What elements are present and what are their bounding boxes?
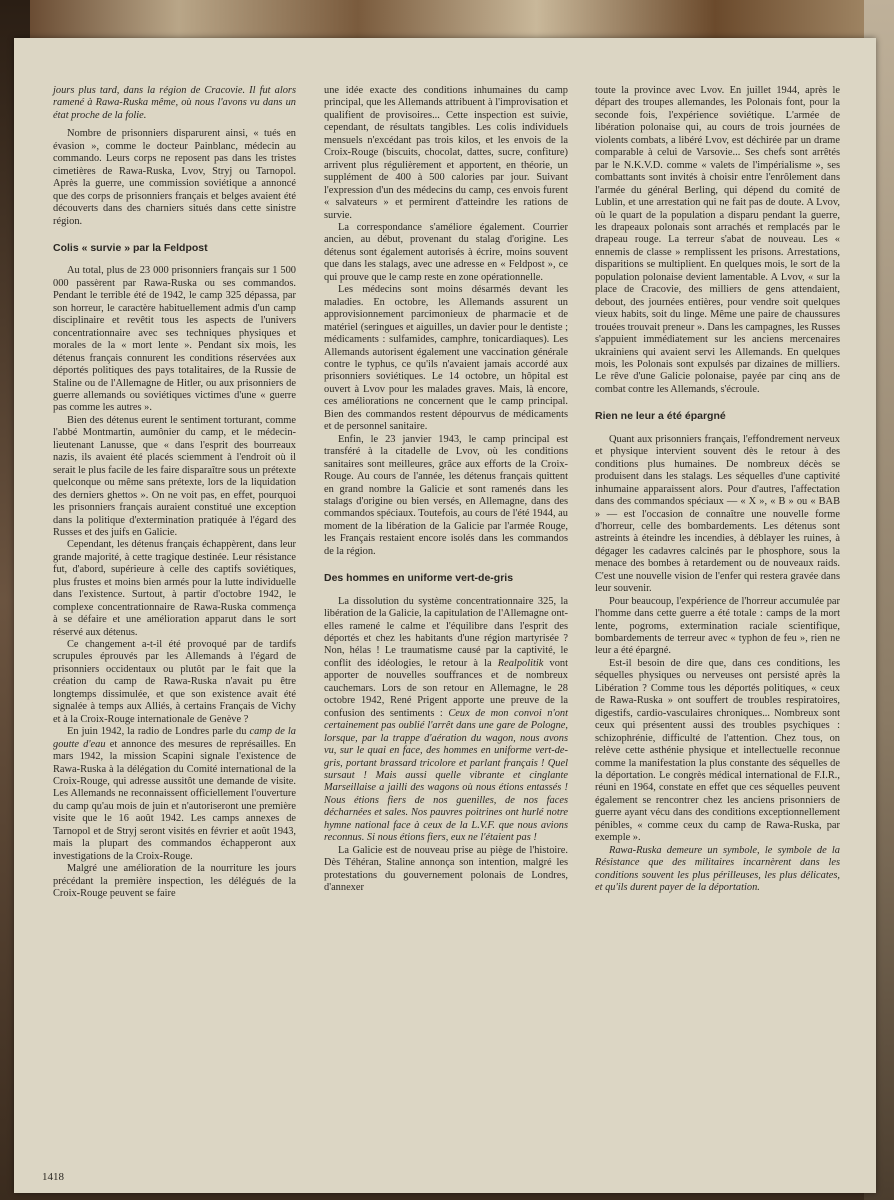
text-run: et annonce des mesures de représailles. En mars 1942, la mission Scapini signale l'existence de Rawa-Ruska à la délégation du Comité international de la Croix-Rouge, qui adresse aussitôt une demande de visite. Les Allemands ne reconnaissent officiellement l'ouverture du camp qu'au mois de juin et n'autoriseront une première visite que le 16 août 1942. Les camps annexes de Tarnopol et de Stryj seront visités en février et août 1943, mais la plupart des commandos échapperont aux investigations de la Croix-Rouge. (53, 738, 296, 862)
paragraph: La correspondance s'améliore également. Courrier ancien, au début, provenant du stalag d'origine. Les détenus sont également autorisés à écrire, moins souvent que dans les stalags, avec une adresse en « Feldpost », ce qui prouve que le camp reste en zone opérationnelle. (324, 221, 568, 283)
italic-text: Realpolitik (497, 657, 544, 669)
paragraph: Nombre de prisonniers disparurent ainsi, « tués en évasion », comme le docteur Painblanc, médecin au commando. Leurs corps ne reposent pas dans les tristes cimetières de Rawa-Ruska, Lvov, Stryj ou Tarnopol. Après la guerre, une commission soviétique a annoncé que des corps de prisonniers français et belges avaient été découverts dans des charniers situés dans cette sinistre région. (53, 128, 296, 227)
paragraph: La Galicie est de nouveau prise au piège de l'histoire. Dès Téhéran, Staline annonça son intention, malgré les protestations du gouvernement polonais de Londres, d'annexer (324, 844, 568, 894)
paragraph: toute la province avec Lvov. En juillet 1944, après le départ des troupes allemandes, les Polonais font, pour la seconde fois, l'expérience soviétique. L'armée de libération polonaise qui, au cours de trois journées de violents combats, a libéré Lvov, est déchirée par un drame comparable à celui de Varsovie... Ses chefs sont arrêtés par le N.K.V.D. comme « valets de l'impérialisme », ses combattants sont invités à choisir entre l'enrôlement dans l'armée du général Berling, qui dépend du comité de Lublin, et une arrestation qui ne fait pas de doute. A Lvov, où le quart de la population a disparu pendant la guerre, les drapeaux polonais sont arrachés et remplacés par le drapeau rouge. La terreur s'abat de nouveau. Les « ennemis de classe » remplissent les prisons. Arrestations, disparitions se multiplient. En quelques mois, le sort de la population polonaise devient lamentable. A Lvov, « sur la place de Cracovie, des milliers de gens attendaient, debout, des journées entières, pour vendre soit quelques vieux habits, soit du linge. Même une paire de chaussures trouées trouvait preneur ». Dans les campagnes, les Russes s'appuient immédiatement sur les anciens mercenaires ukrainiens qui avaient servi les Allemands. En quelques mois, les Polonais sont expulsés par dizaines de milliers. Le rêve d'une Galicie polonaise, payée par cinq ans de combat contre les Allemands, s'écroule. (595, 85, 840, 395)
section-heading: Des hommes en uniforme vert-de-gris (324, 572, 514, 585)
paragraph: jours plus tard, dans la région de Cracovie. Il fut alors ramené à Rawa-Ruska même, où nous l'avons vu dans un état proche de la folie. (53, 85, 296, 121)
text-run: La dissolution du système concentrationnaire 325, la libération de la Galicie, la capitulation de l'Allemagne ont-elles ramené le calme et l'équilibre dans l'esprit des déportés et chez les habitants d'une région martyrisée ? Non, hélas ! Le traumatisme causé par la captivité, le conflit des idéologies, le retour à la (324, 595, 568, 669)
paragraph: Cependant, les détenus français échappèrent, dans leur grande majorité, à cette tragique destinée. Leur résistance fut, d'abord, supérieure à celle des captifs soviétiques, plus frustes et moins bien armés pour la lutte individuelle dans l'existence. Surtout, à partir d'octobre 1942, le complexe concentrationnaire de Rawa-Ruska commença à se défaire et une amélioration apparut dans le sort réservé aux détenus. (53, 539, 296, 638)
paragraph: Est-il besoin de dire que, dans ces conditions, les séquelles physiques ou nerveuses ont persisté après la Libération ? Comme tous les déportés politiques, « ceux de Rawa-Ruska » ont souffert de troubles respiratoires, digestifs, cardio-vasculaires chroniques... Nombreux sont ceux qui présentent aussi des troubles psychiques : schizophrénie, difficulté de l'attention. Chez tous, on relève cette asthénie physique et intellectuelle reconnue comme la manifestation la plus constante des séquelles de la déportation. Le congrès médical international de F.I.R., réuni en 1964, constate en effet que ces séquelles peuvent également se rencontrer chez les anciens prisonniers de guerre ayant vécu dans des conditions exceptionnellement pénibles, « comme ceux du camp de Rawa-Ruska, par exemple ». (595, 657, 840, 844)
section-heading: Colis « survie » par la Feldpost (53, 241, 208, 254)
italic-quote: Ceux de mon convoi n'ont certainement pas oublié l'arrêt dans une gare de Pologne, lorsque, par la trappe d'aération du wagon, nous avons vu, sur le quai en face, des hommes en uniforme vert-de-gris, portant brassard tricolore et parlant français ! Quel sursaut ! Mais aussi quelle vibrante et cinglante Marseillaise a jailli des wagons où nous étions entassés ! Nous étions fiers de nos guenilles, de nos faces décharnées et sales. Nos pauvres poitrines ont hurlé notre hymne national face à ceux de la L.V.F. que nous avions reconnus. Si nous étions fiers, eux ne l'étaient pas ! (324, 707, 568, 844)
paragraph (324, 596, 568, 845)
paragraph: Bien des détenus eurent le sentiment torturant, comme l'abbé Montmartin, aumônier du camp, et le médecin-lieutenant Lanusse, que « dans l'esprit des bourreaux nazis, ils avaient été placés sciemment à l'endroit où il serait le plus facile de les faire disparaître sous un prétexte quelconque ou même sans prétexte, lors de la liquidation des derniers ghettos ». On ne voit pas, en effet, pourquoi les prisonniers français auraient constitué une exception dans la politique d'extermination pratiquée à l'égard des Russes et des juifs en Galicie. (53, 414, 296, 538)
text-run: En juin 1942, la radio de Londres parle du (67, 726, 250, 738)
paragraph (53, 726, 296, 863)
magazine-page (14, 38, 876, 1193)
section-heading: Rien ne leur a été épargné (595, 410, 726, 423)
paragraph: Quant aux prisonniers français, l'effondrement nerveux et physique intervient souvent dès le retour à des conditions plus humaines. De nombreux décès se produisent dans les stalags. Les séquelles d'une captivité inhumaine apparaissent alors. Pour d'autres, l'affectation dans des commandos spéciaux — « X », « B » ou « BAB » — est l'occasion de connaître une nouvelle forme d'horreur, celle des bombardements. Les détenus sont astreints à éteindre les incendies, à déblayer les ruines, à dégager les cadavres calcinés par le phosphore, sous la menace des bombes à retardement ou de nouveaux raids. C'est une nouvelle vision de l'enfer qui restera gravée dans leur souvenir. (595, 433, 840, 595)
paragraph: Les médecins sont moins désarmés devant les maladies. En octobre, les Allemands assurent un approvisionnement parcimonieux de pharmacie et de matériel (seringues et aiguilles, un davier pour le dentiste ; médicaments : sulfamides, camphre, tonicardiaques). Les Allemands autorisent également une vaccination générale contre le typhus, ce qu'ils n'avaient jamais accordé aux prisonniers soviétiques. Le 14 octobre, un hôpital est ouvert à Lvov pour les malades graves. Mais, là encore, ces améliorations ne concernent que le camp principal. Bien des commandos restent dépourvus de médicaments et de personnel sanitaire. (324, 284, 568, 433)
paragraph: Malgré une amélioration de la nourriture les jours précédant la première inspection, les délégués de la Croix-Rouge peuvent se faire (53, 863, 296, 900)
paragraph: Au total, plus de 23 000 prisonniers français sur 1 500 000 passèrent par Rawa-Ruska ou ses commandos. Pendant le terrible été de 1942, le camp 325 dépassa, par son horreur, le caractère habituellement admis d'un camp disciplinaire et revêtit tous les aspects de l'univers concentrationnaire avec ses techniques physiques et morales de la « mort lente ». Pendant six mois, les détenus français connurent les conditions réservées aux déportés politiques des pays totalitaires, de la Russie de Staline ou de l'Allemagne de Hitler, ou aux prisonniers de guerre allemands ou soviétiques victimes d'une « guerre pas comme les autres ». (53, 265, 296, 414)
column-1 (53, 85, 296, 901)
paragraph: une idée exacte des conditions inhumaines du camp principal, que les Allemands attribuent à l'improvisation et qualifient de provisoires... Cette inspection est suivie, cependant, de résultats tangibles. Les colis individuels mensuels n'excédant pas trois kilos, et les envois de la Croix-Rouge (biscuits, chocolat, dattes, sucre, confiture) arrivent plus régulièrement et apportent, en théorie, un supplément de 400 à 500 calories par jour. Suivant l'expression d'un des médecins du camp, ces envois furent « salvateurs » et permirent d'atteindre les rations de survie. (324, 85, 568, 221)
paragraph: Pour beaucoup, l'expérience de l'horreur accumulée par l'homme dans cette guerre a été totale : camps de la mort lente, pogroms, extermination raciale scientifique, bombardements de terreur avec « typhon de feu », rien ne leur a été épargné. (595, 595, 840, 657)
paragraph: Ce changement a-t-il été provoqué par de tardifs scrupules éprouvés par les Allemands à l'égard de prisonniers occidentaux ou plutôt par le fait que la création du camp de Rawa-Ruska n'avait pu être longtemps dissimulée, et que son existence avait été signalée à temps aux Alliés, à certains Français de Vichy et à la Croix-Rouge internationale de Genève ? (53, 639, 296, 725)
paragraph: Enfin, le 23 janvier 1943, le camp principal est transféré à la citadelle de Lvov, où les conditions sanitaires sont meilleures, grâce aux efforts de la Croix-Rouge. Au cours de l'année, les détenus français quittent en grand nombre la Galicie et sont ramenés dans les stalags d'origine ou bien versés, en Allemagne, dans des commandos spéciaux. Toutefois, au cours de l'été 1944, au moment de la libération de la Galicie par l'armée Rouge, les Français restaient encore isolés dans les commandos de la région. (324, 433, 568, 557)
column-3 (595, 85, 840, 895)
column-2 (324, 85, 568, 895)
page-number: 1418 (42, 1171, 64, 1183)
paragraph: Rawa-Ruska demeure un symbole, le symbole de la Résistance que des militaires incarnèrent dans les conditions souvent les plus périlleuses, les plus délicates, et qu'ils durent payer de la déportation. (595, 844, 840, 894)
text-run: vont apporter de nouvelles souffrances et de nombreux cauchemars. Lors de son retour en Allemagne, le 28 octobre 1942, René Prigent apporte une preuve de la confusion des sentiments : (324, 657, 569, 719)
italic-text: camp de la goutte d'eau (53, 726, 296, 750)
